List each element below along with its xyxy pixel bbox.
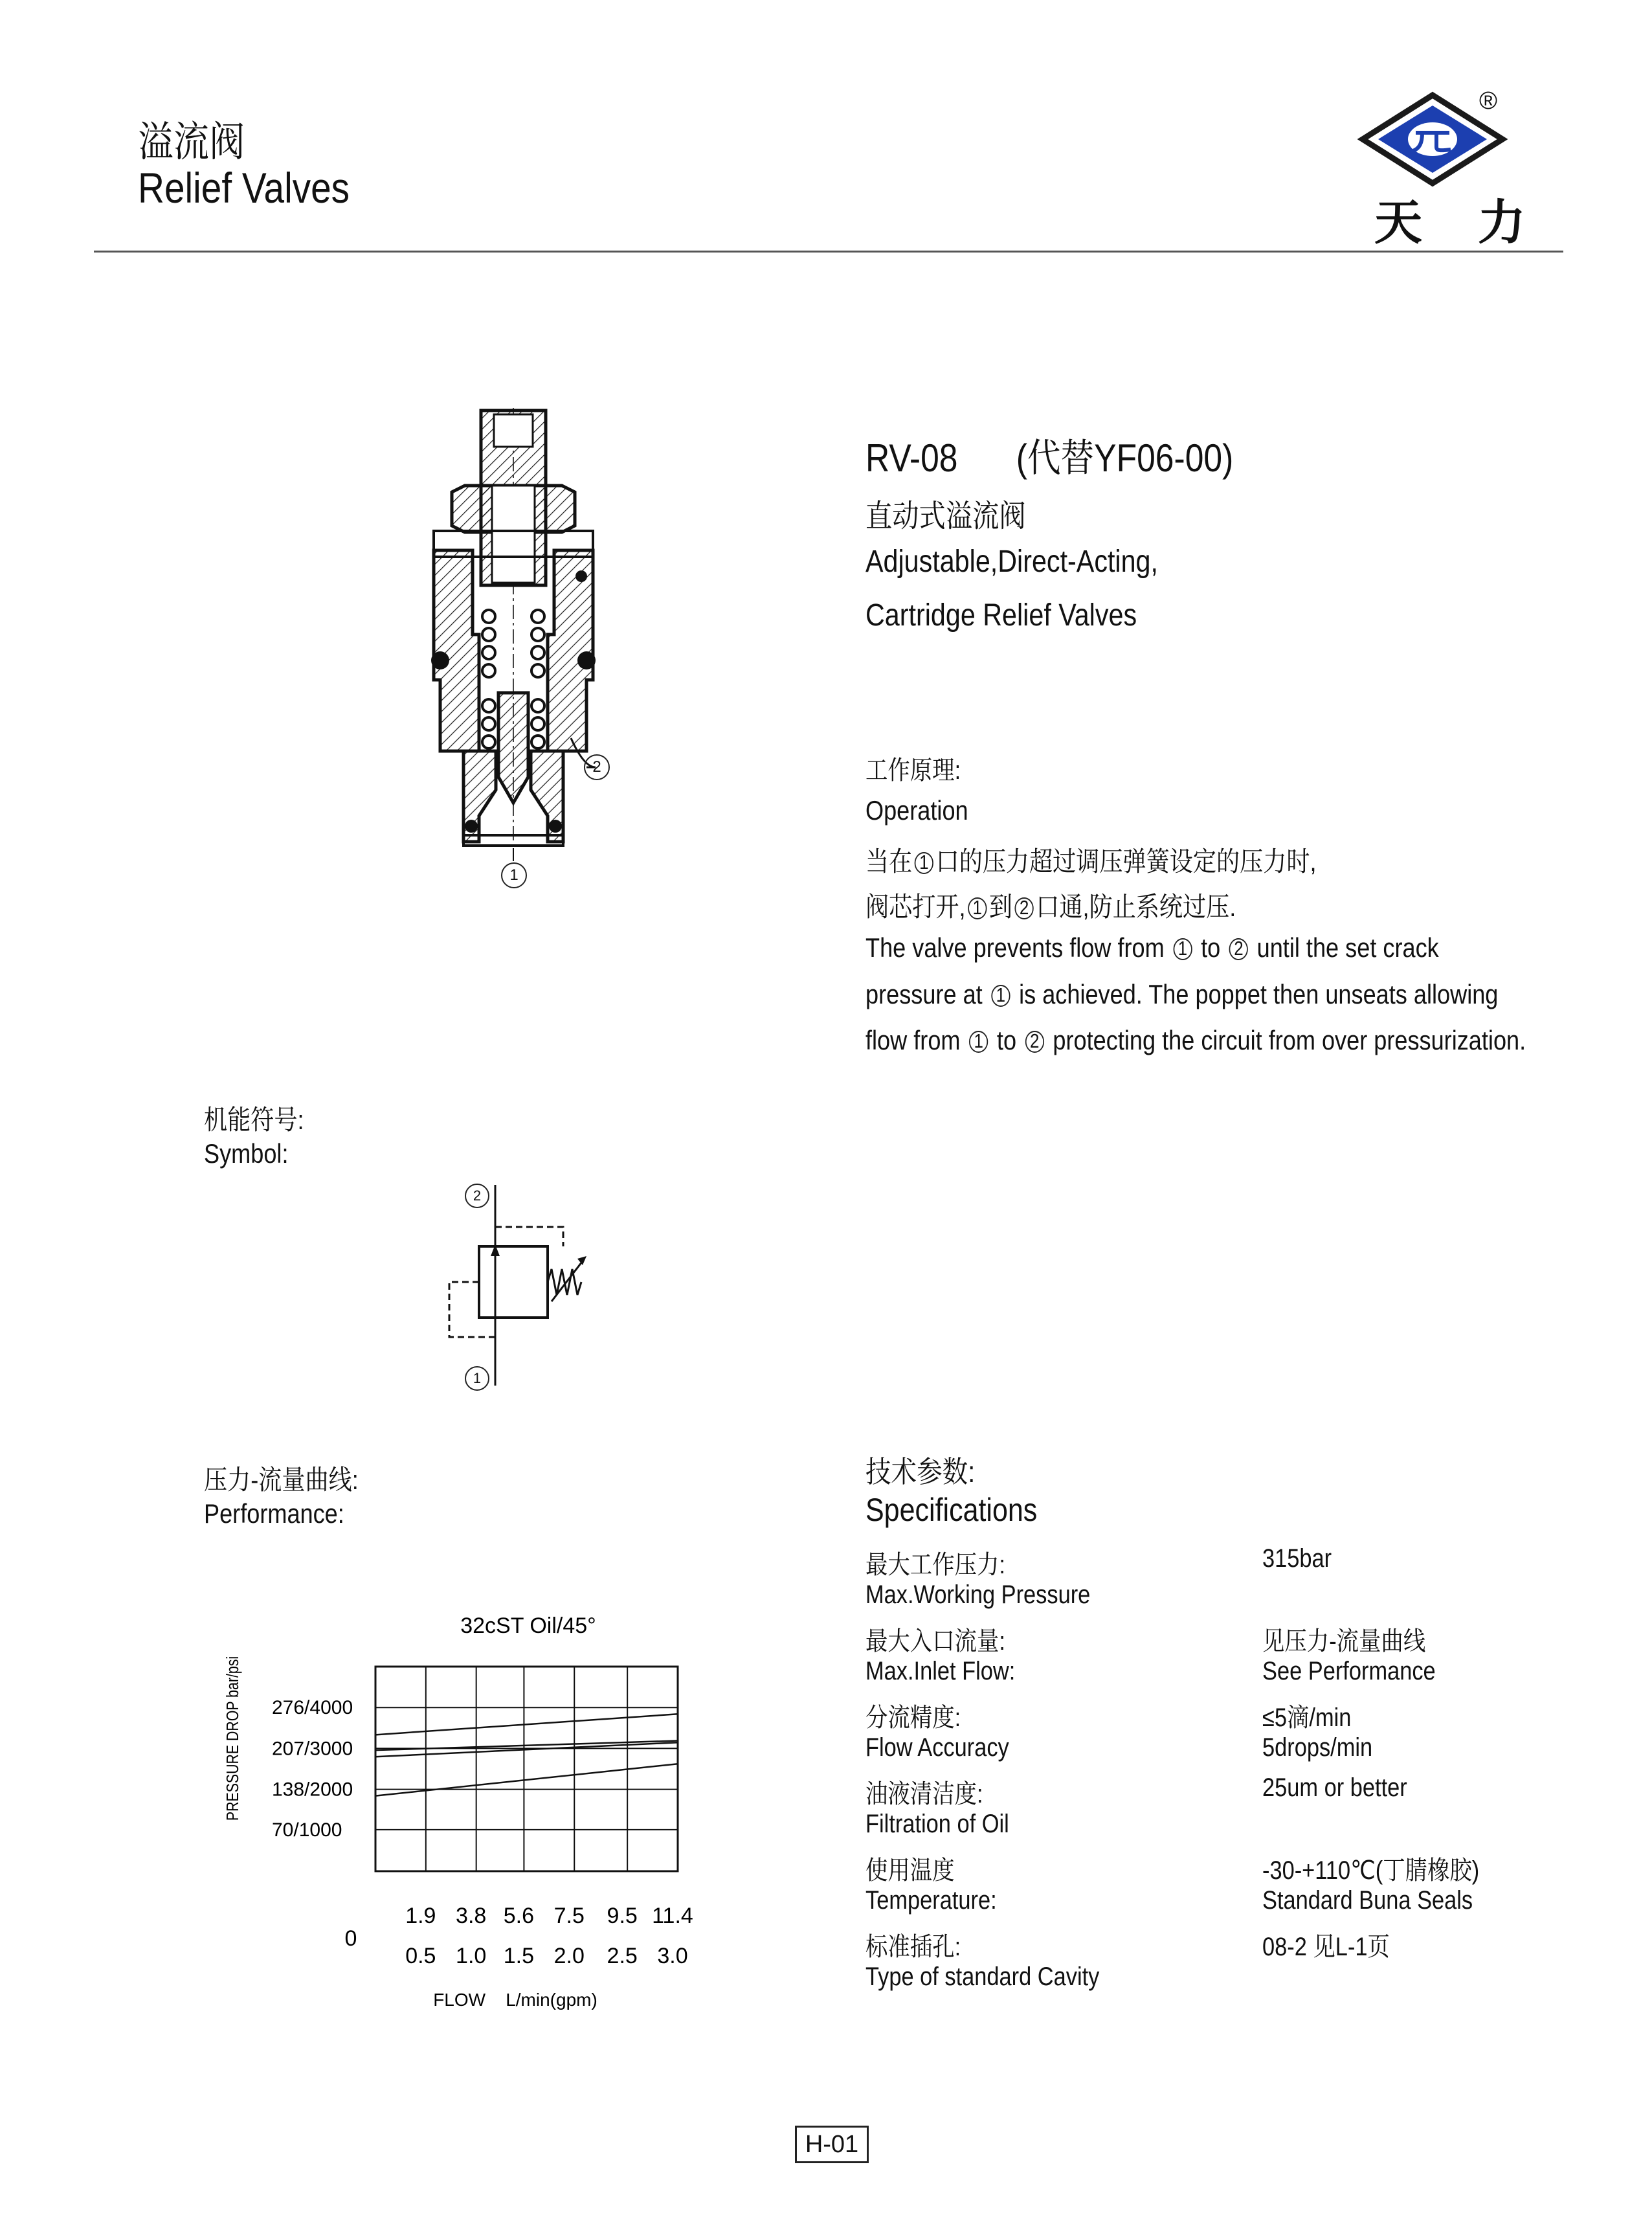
operation-heading-cn: 工作原理: [865,756,961,785]
chart-xtick-gpm: 3.0 [657,1944,688,1968]
chart-xtick-lpm: 1.9 [405,1904,436,1928]
chart-origin-label: 0 [344,1926,357,1951]
spec-value: 25um or better [1262,1773,1407,1802]
spec-value: -30-+110℃(丁腈橡胶) [1262,1856,1480,1885]
spec-label-cn: 油液清洁度: [865,1780,983,1808]
spec-label-cn: 最大入口流量: [865,1627,1005,1656]
port-1-circle: 1 [991,985,1010,1007]
page-title-en: Relief Valves [138,164,350,212]
spec-label-en: Filtration of Oil [865,1810,1009,1838]
chart-ytick: 207/3000 [272,1738,353,1760]
spec-heading-cn: 技术参数: [865,1455,976,1489]
chart-xtick-lpm: 7.5 [553,1904,585,1928]
chart-ytick: 276/4000 [272,1697,353,1719]
chart-ytick: 138/2000 [272,1779,353,1801]
port-2-circle: 2 [1025,1031,1044,1053]
port-2-circle: 2 [1229,938,1248,960]
chart-xtick-gpm: 2.5 [607,1944,638,1968]
symbol-port-2: 2 [465,1184,489,1208]
port-1-circle: 1 [1173,938,1192,960]
header-divider [94,251,1563,253]
brand-logo [1350,87,1545,251]
chart-series-line [375,1764,678,1795]
brand-name: 天 力 [1374,195,1545,251]
spec-value: 315bar [1262,1544,1332,1573]
spec-value: 见压力-流量曲线 [1262,1627,1426,1656]
performance-chart [214,1606,744,2020]
operation-cn-line-1: 当在 1 口的压力超过调压弹簧设定的压力时, [865,846,1317,877]
operation-cn-line-2: 阀芯打开, 1 到 2 口通,防止系统过压. [865,892,1236,922]
page-title-cn: 溢流阀 [138,118,245,165]
symbol-heading-cn: 机能符号: [204,1105,304,1135]
model-replaces: (代替YF06-00) [1016,436,1234,480]
chart-series-line [375,1742,678,1757]
port-1-circle: 1 [915,852,933,874]
spec-label-cn: 标准插孔: [865,1933,961,1961]
chart-ytick: 70/1000 [272,1819,342,1841]
chart-xtick-gpm: 2.0 [553,1944,585,1968]
spec-value-secondary: See Performance [1262,1657,1436,1685]
product-name-en-1: Adjustable,Direct-Acting, [865,545,1158,579]
spec-label-cn: 最大工作压力: [865,1551,1005,1579]
port-2-circle: 2 [1014,897,1033,919]
product-name-cn: 直动式溢流阀 [865,499,1026,534]
port-2-label: 2 [584,754,610,780]
spec-label-en: Temperature: [865,1886,997,1915]
chart-xtick-gpm: 1.0 [456,1944,487,1968]
spec-value-secondary: 5drops/min [1262,1733,1373,1762]
product-name-en-2: Cartridge Relief Valves [865,598,1137,633]
operation-en-line-1: The valve prevents flow from 1 to 2 until the set crack [865,932,1439,963]
chart-xtick-gpm: 1.5 [503,1944,535,1968]
spec-label-en: Type of standard Cavity [865,1962,1100,1991]
port-1-label: 1 [501,862,527,888]
chart-xlabel: FLOW L/min(gpm) [433,1990,597,2010]
spec-value-secondary: Standard Buna Seals [1262,1886,1473,1915]
chart-xtick-gpm: 0.5 [405,1944,436,1968]
spec-label-en: Max.Working Pressure [865,1580,1091,1609]
spec-value: 08-2 见L-1页 [1262,1933,1390,1961]
spec-label-en: Flow Accuracy [865,1733,1009,1762]
operation-heading-en: Operation [865,795,968,826]
port-1-circle: 1 [969,1031,988,1053]
registered-mark: ® [1479,87,1497,115]
valve-cross-section [401,388,621,894]
chart-xtick-lpm: 5.6 [503,1904,535,1928]
operation-en-line-3: flow from 1 to 2 protecting the circuit from over pressurization. [865,1025,1526,1055]
spec-label-en: Max.Inlet Flow: [865,1657,1016,1685]
model-number: RV-08 [865,436,958,480]
model-heading [865,427,1233,483]
hydraulic-symbol [440,1178,608,1392]
performance-heading-en: Performance: [204,1498,344,1529]
chart-title: 32cST Oil/45° [460,1613,596,1638]
operation-en-line-2: pressure at 1 is achieved. The poppet then unseats allowing [865,979,1499,1009]
spec-heading-en: Specifications [865,1492,1038,1528]
spec-label-cn: 使用温度 [865,1856,955,1885]
chart-xtick-lpm: 3.8 [456,1904,487,1928]
chart-xtick-lpm: 11.4 [652,1904,693,1928]
chart-xtick-lpm: 9.5 [607,1904,638,1928]
spec-value: ≤5滴/min [1262,1703,1352,1732]
performance-heading-cn: 压力-流量曲线: [204,1465,359,1495]
symbol-port-1: 1 [465,1366,489,1391]
page-number: H-01 [795,2126,869,2163]
port-1-circle: 1 [968,897,987,919]
chart-ylabel: PRESSURE DROP bar/psi [223,1656,243,1821]
symbol-heading-en: Symbol: [204,1138,289,1169]
chart-series-line [375,1714,678,1735]
spec-label-cn: 分流精度: [865,1703,961,1732]
